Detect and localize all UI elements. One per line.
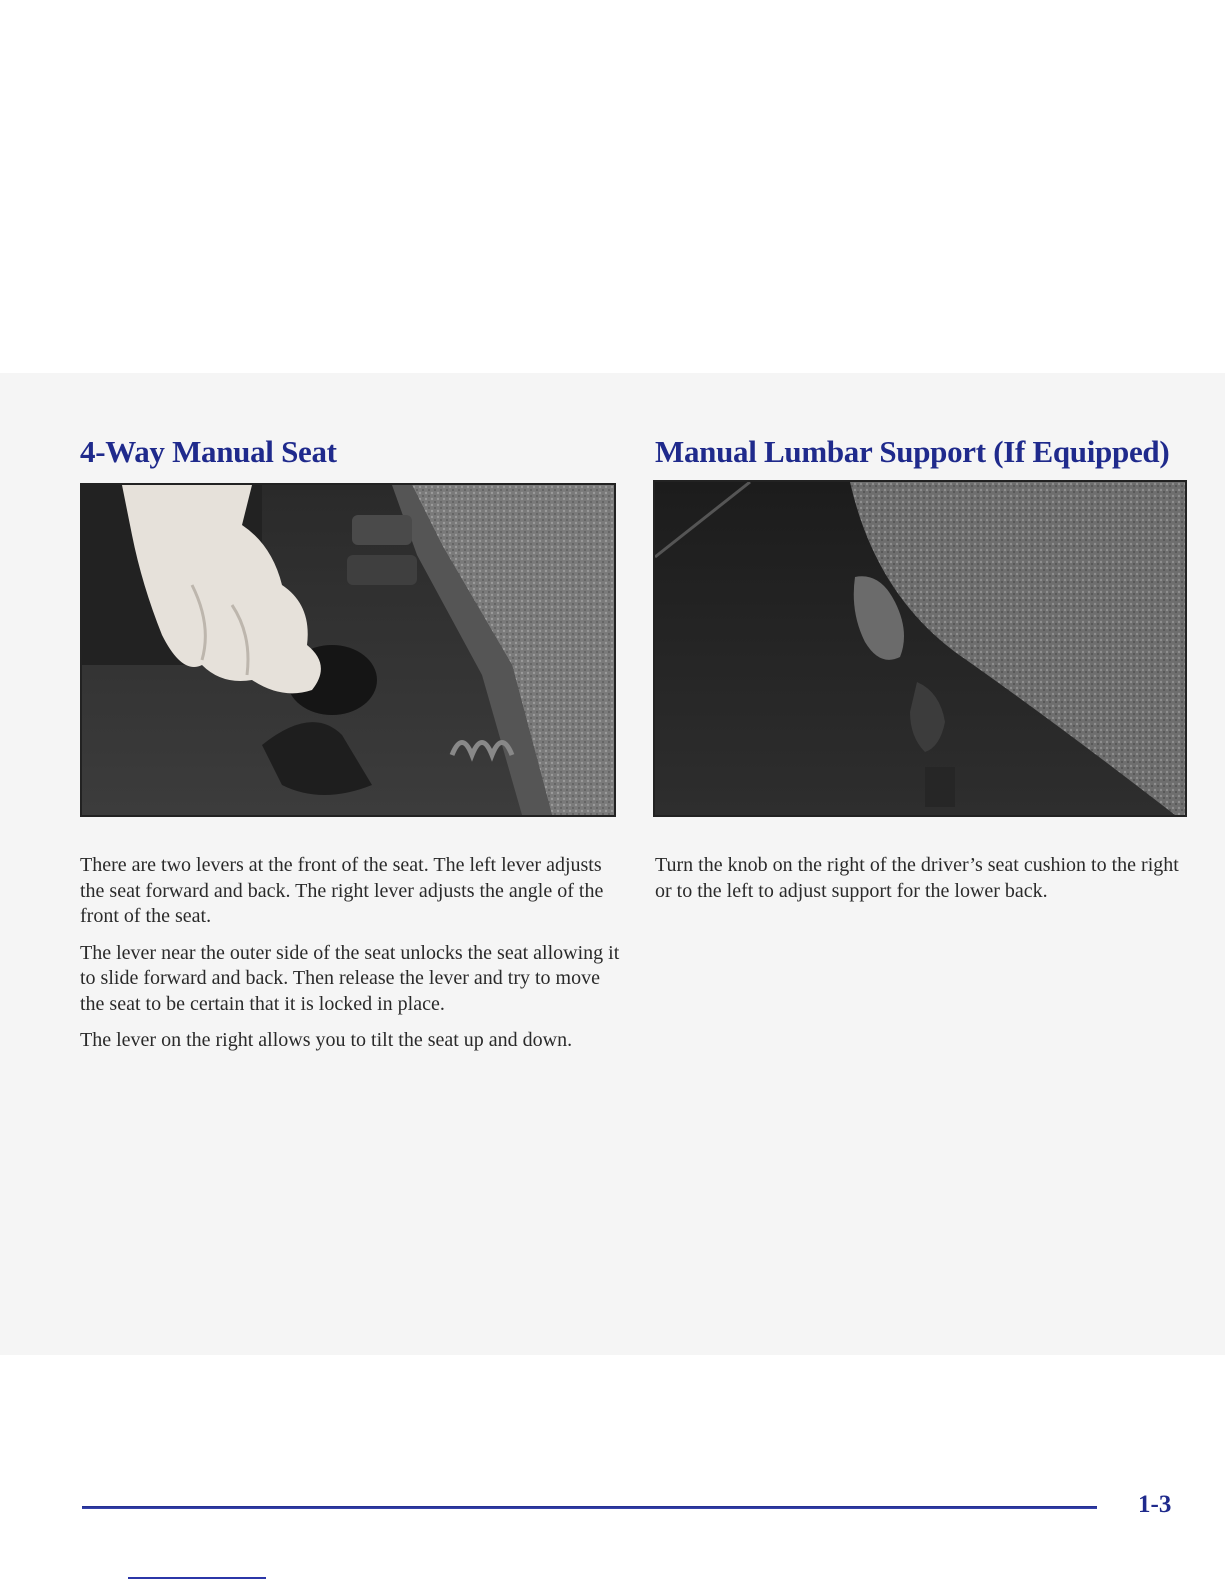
seat-levers-illustration [82,485,614,815]
lumbar-knob-illustration [655,482,1185,815]
paragraph: The lever on the right allows you to tilt the seat up and down. [80,1029,573,1051]
bottom-link-mark [128,1577,266,1579]
right-body-text [655,853,1200,915]
footer-rule [82,1506,1097,1509]
right-column [655,433,1200,902]
paragraph: There are two levers at the front of the seat. The left lever adjusts the seat forward and back. The right lever adjusts the angle of the front of the seat. [80,854,604,927]
lumbar-knob-photo [653,480,1187,817]
paragraph: Turn the knob on the right of the driver’s seat cushion to the right or to the left to adjust support for the lower back. [655,854,1179,902]
seat-levers-photo [80,483,616,817]
left-body-text [80,853,625,1065]
section-heading-lumbar-support: Manual Lumbar Support (If Equipped) [655,434,1170,469]
paragraph: The lever near the outer side of the seat unlocks the seat allowing it to slide forward and back. Then release the lever and try to move the seat to be certain that it is locked in place. [80,941,620,1015]
section-heading-manual-seat: 4-Way Manual Seat [80,434,337,469]
page-panel [0,373,1225,1518]
page-number: 1-3 [1138,1491,1172,1518]
left-column [80,433,620,1051]
